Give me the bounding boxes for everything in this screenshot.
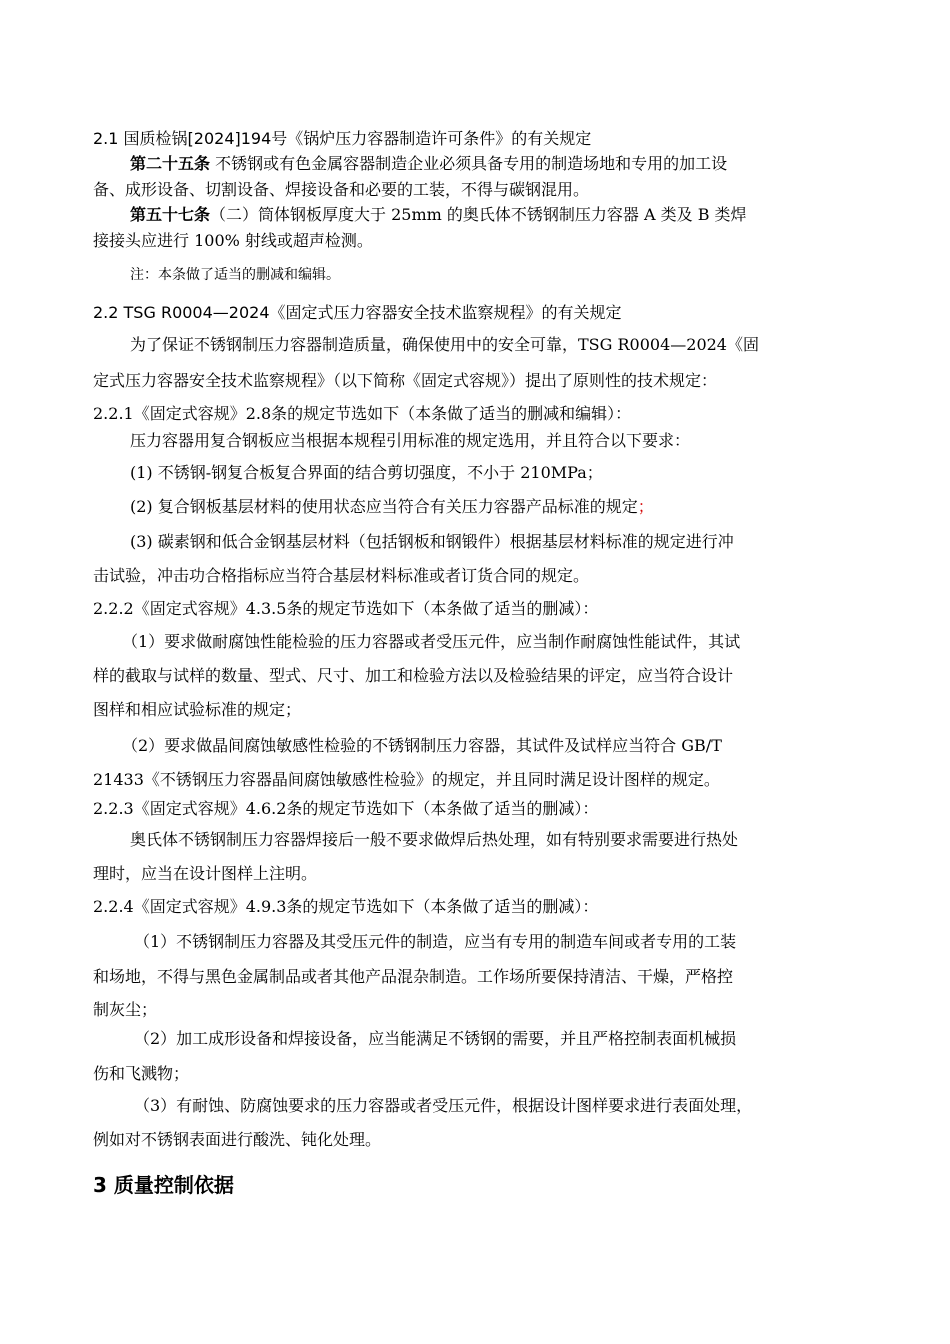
s223-body-line-2: 理时，应当在设计图样上注明。: [93, 864, 318, 883]
s222-item-2-line-2: 21433《不锈钢压力容器晶间腐蚀敏感性检验》的规定，并且同时满足设计图样的规定。: [93, 770, 720, 789]
section-2-1-heading: 2.1 国质检锅[2024]194号《锅炉压力容器制造许可条件》的有关规定: [93, 129, 592, 148]
section-2-2-heading: 2.2 TSG R0004—2024《固定式压力容器安全技术监察规程》的有关规定: [93, 303, 622, 322]
article-57-line-2: 接接头应进行 100% 射线或超声检测。: [93, 231, 373, 250]
s221-item-2: [130, 490, 654, 524]
section-2-2-1-heading: 2.2.1《固定式容规》2.8条的规定节选如下（本条做了适当的删减和编辑）：: [93, 404, 632, 423]
section-2-2-4-heading: 2.2.4《固定式容规》4.9.3条的规定节选如下（本条做了适当的删减）：: [93, 897, 599, 916]
article-57-text-1: （二）筒体钢板厚度大于 25mm 的奥氏体不锈钢制压力容器 A 类及 B 类焊: [210, 205, 747, 224]
s222-item-1-line-1: （1）要求做耐腐蚀性能检验的压力容器或者受压元件，应当制作耐腐蚀性能试件，其试: [122, 632, 741, 651]
article-25-label: 第二十五条: [130, 154, 211, 173]
s221-item-2-text: (2) 复合钢板基层材料的使用状态应当符合有关压力容器产品标准的规定: [130, 497, 638, 516]
section-3-heading: 3 质量控制依据: [93, 1173, 234, 1197]
intro-line-1: 为了保证不锈钢制压力容器制造质量，确保使用中的安全可靠，TSG R0004—2024《固: [130, 335, 759, 354]
s221-item-1: (1) 不锈钢-钢复合板复合界面的结合剪切强度，不小于 210MPa；: [130, 463, 603, 482]
s221-item-3-line-1: (3) 碳素钢和低合金钢基层材料（包括钢板和钢锻件）根据基层材料标准的规定进行冲: [130, 532, 734, 551]
s224-item-1-line-1: （1）不锈钢制压力容器及其受压元件的制造，应当有专用的制造车间或者专用的工装: [134, 932, 737, 951]
s223-body-line-1: 奥氏体不锈钢制压力容器焊接后一般不要求做焊后热处理，如有特别要求需要进行热处: [130, 830, 739, 849]
article-25-text-1: 不锈钢或有色金属容器制造企业必须具备专用的制造场地和专用的加工设: [215, 154, 728, 173]
section-2-2-2-heading: 2.2.2《固定式容规》4.3.5条的规定节选如下（本条做了适当的删减）：: [93, 599, 599, 618]
article-57-label: 第五十七条: [130, 205, 211, 224]
s224-item-2-line-2: 伤和飞溅物；: [93, 1064, 190, 1083]
s224-item-2-line-1: （2）加工成形设备和焊接设备，应当能满足不锈钢的需要，并且严格控制表面机械损: [134, 1029, 737, 1048]
note-2-1: 注：本条做了适当的删减和编辑。: [130, 267, 340, 283]
article-25-line-2: 备、成形设备、切割设备、焊接设备和必要的工装，不得与碳钢混用。: [93, 180, 590, 199]
intro-line-2: 定式压力容器安全技术监察规程》（以下简称《固定式容规》）提出了原则性的技术规定：: [93, 371, 718, 390]
s224-item-3-line-2: 例如对不锈钢表面进行酸洗、钝化处理。: [93, 1130, 382, 1149]
section-2-2-3-heading: 2.2.3《固定式容规》4.6.2条的规定节选如下（本条做了适当的删减）：: [93, 799, 599, 818]
s221-item-3-line-2: 击试验，冲击功合格指标应当符合基层材料标准或者订货合同的规定。: [93, 566, 590, 585]
s224-item-3-line-1: （3）有耐蚀、防腐蚀要求的压力容器或者受压元件，根据设计图样要求进行表面处理，: [134, 1096, 753, 1115]
s222-item-1-line-3: 图样和相应试验标准的规定；: [93, 700, 302, 719]
s221-lead: 压力容器用复合钢板应当根据本规程引用标准的规定选用，并且符合以下要求：: [130, 431, 691, 450]
s222-item-2-line-1: （2）要求做晶间腐蚀敏感性检验的不锈钢制压力容器，其试件及试样应当符合 GB/T: [122, 736, 722, 755]
s224-item-1-line-3: 制灰尘；: [93, 1000, 158, 1019]
s224-item-1-line-2: 和场地，不得与黑色金属制品或者其他产品混杂制造。工作场所要保持清洁、干燥，严格控: [93, 967, 734, 986]
s222-item-1-line-2: 样的截取与试样的数量、型式、尺寸、加工和检验方法以及检验结果的评定，应当符合设计: [93, 666, 734, 685]
s221-item-2-end: ；: [637, 497, 654, 516]
